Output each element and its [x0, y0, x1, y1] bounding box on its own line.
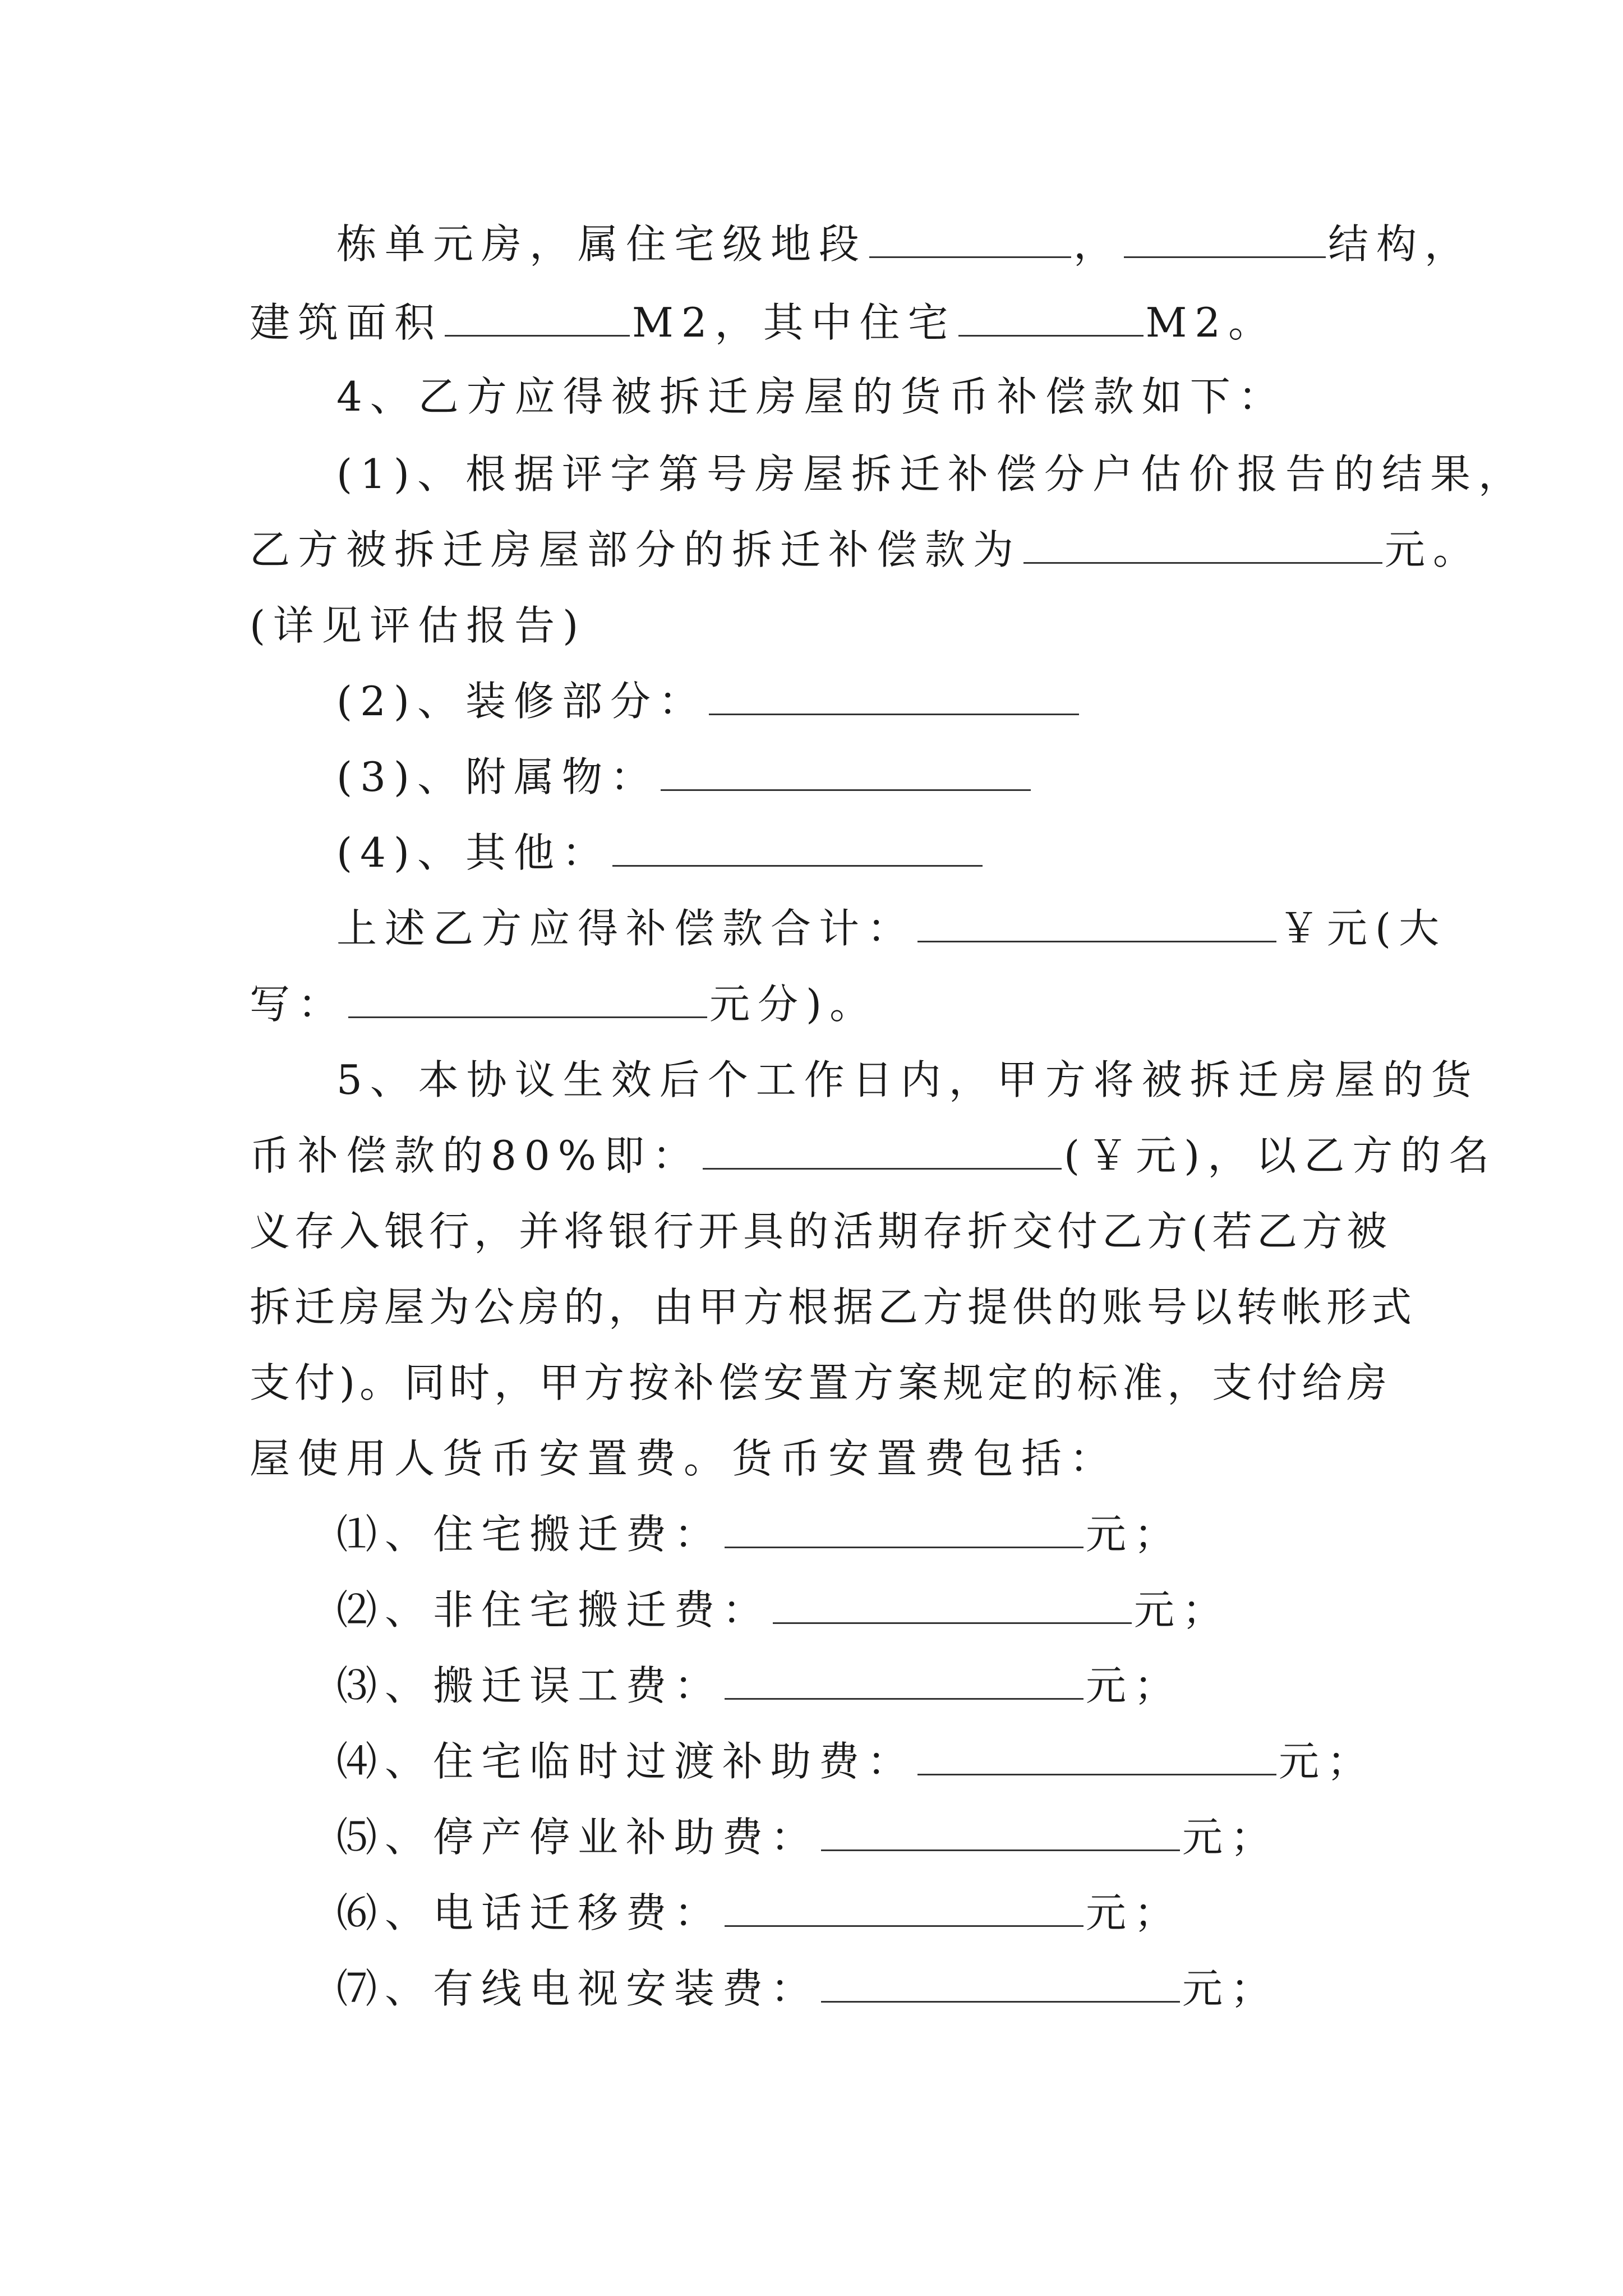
- text-segment: 元；: [1182, 1965, 1279, 2012]
- text-segment: 元；: [1086, 1511, 1183, 1558]
- text-segment: 元；: [1182, 1814, 1279, 1861]
- text-segment: (￥元)，以乙方的名: [1064, 1132, 1497, 1179]
- text-line: [336, 1731, 1375, 1792]
- text-line: [336, 1579, 1230, 1641]
- text-line: [336, 822, 985, 884]
- fill-blank: [821, 1810, 1180, 1851]
- text-line: [336, 1655, 1182, 1717]
- text-line: 5、本协议生效后个工作日内，甲方将被拆迁房屋的货: [336, 1056, 1479, 1103]
- text-line: [336, 898, 1447, 959]
- fill-blank: [1023, 523, 1382, 564]
- text-line: [336, 670, 1081, 732]
- text-segment: ⑹、电话迁移费：: [336, 1889, 723, 1936]
- text-segment: 栋单元房，属住宅级地段: [336, 220, 868, 268]
- text-line: [336, 213, 1473, 275]
- fill-blank: [917, 901, 1276, 942]
- text-segment: (3)、附属物：: [336, 753, 658, 800]
- text-segment: ⑸、停产停业补助费：: [336, 1814, 819, 1861]
- text-segment: 元；: [1279, 1738, 1376, 1785]
- text-line: [250, 973, 878, 1035]
- fill-blank: [869, 217, 1071, 258]
- text-segment: ⑺、有线电视安装费：: [336, 1965, 819, 2012]
- text-segment: 乙方被拆迁房屋部分的拆迁补偿款为: [250, 526, 1022, 573]
- fill-blank: [709, 674, 1079, 715]
- text-line: [336, 746, 1033, 808]
- fill-blank: [445, 296, 630, 337]
- fill-blank: [821, 1962, 1180, 2003]
- text-line: [250, 292, 1276, 353]
- text-segment: ⑶、搬迁误工费：: [336, 1662, 723, 1709]
- text-segment: 元。: [1385, 526, 1482, 573]
- text-segment: 元；: [1134, 1586, 1231, 1634]
- text-line: [250, 519, 1481, 581]
- fill-blank: [917, 1734, 1276, 1775]
- text-segment: (2)、装修部分：: [336, 678, 707, 725]
- text-segment: ⑴、住宅搬迁费：: [336, 1511, 723, 1558]
- text-line: 拆迁房屋为公房的，由甲方根据乙方提供的账号以转帐形式: [250, 1283, 1417, 1331]
- text-line: [336, 1503, 1182, 1565]
- text-line: (详见评估报告): [250, 602, 587, 649]
- text-line: 支付)。同时，甲方按补偿安置方案规定的标准，支付给房: [250, 1359, 1392, 1406]
- text-line: (1)、根据评字第号房屋拆迁补偿分户估价报告的结果，: [336, 450, 1527, 498]
- fill-blank: [725, 1659, 1083, 1700]
- text-line: 4、乙方应得被拆迁房屋的货币补偿款如下：: [336, 373, 1287, 420]
- text-segment: 元；: [1086, 1889, 1183, 1936]
- text-segment: (4)、其他：: [336, 829, 610, 876]
- text-line: [250, 1125, 1497, 1186]
- text-segment: 结构，: [1328, 220, 1473, 268]
- text-line: [336, 1882, 1182, 1944]
- text-line: [336, 1806, 1279, 1868]
- text-segment: 写：: [250, 981, 347, 1028]
- fill-blank: [703, 1129, 1062, 1170]
- text-line: 屋使用人货币安置费。货币安置费包括：: [250, 1435, 1118, 1482]
- fill-blank: [1124, 217, 1326, 258]
- fill-blank: [725, 1507, 1083, 1548]
- text-segment: ￥元(大: [1279, 905, 1447, 952]
- text-segment: M2。: [1145, 299, 1277, 346]
- text-segment: 元分)。: [709, 981, 878, 1028]
- text-line: 义存入银行，并将银行开具的活期存折交付乙方(若乙方被: [250, 1208, 1392, 1255]
- fill-blank: [612, 826, 983, 867]
- fill-blank: [348, 977, 707, 1018]
- text-segment: 元；: [1086, 1662, 1183, 1709]
- text-segment: 币补偿款的80%即：: [250, 1132, 701, 1179]
- fill-blank: [958, 296, 1144, 337]
- text-segment: 建筑面积: [250, 299, 443, 346]
- fill-blank: [725, 1886, 1083, 1927]
- text-segment: ⑷、住宅临时过渡补助费：: [336, 1738, 916, 1785]
- text-segment: M2，其中住宅: [632, 299, 956, 346]
- fill-blank: [661, 750, 1031, 791]
- text-line: [336, 1958, 1279, 2019]
- text-segment: 上述乙方应得补偿款合计：: [336, 905, 916, 952]
- fill-blank: [773, 1583, 1132, 1624]
- text-segment: ，: [1073, 220, 1122, 268]
- text-segment: ⑵、非住宅搬迁费：: [336, 1586, 771, 1634]
